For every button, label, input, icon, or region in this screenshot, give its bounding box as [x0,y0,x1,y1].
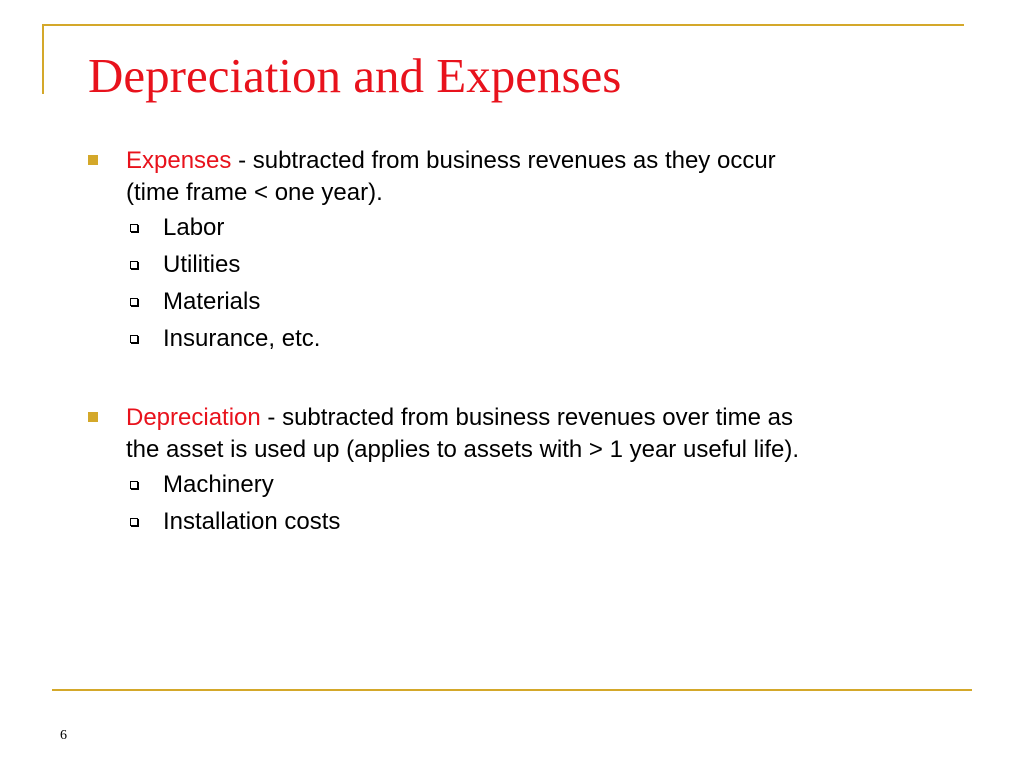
expenses-description-line2: (time frame < one year). [126,179,383,206]
hollow-square-bullet-icon [130,481,138,489]
list-item-machinery [86,466,946,503]
expenses-description-line1: - subtracted from business revenues as they occur [231,147,776,174]
frame-top-border [42,24,964,26]
hollow-square-bullet-icon [130,298,138,306]
list-item-label: Installation costs [163,508,341,535]
hollow-square-bullet-icon [130,261,138,269]
frame-left-border [42,24,44,94]
square-bullet-icon [88,155,98,165]
bullet-depreciation [86,402,946,540]
list-item-label: Utilities [163,251,241,278]
hollow-square-bullet-icon [130,335,138,343]
depreciation-description-line1: - subtracted from business revenues over time as [260,404,793,431]
main-point-expenses [86,145,946,209]
footer-divider [52,689,972,691]
hollow-square-bullet-icon [130,518,138,526]
list-item-labor [86,209,946,246]
square-bullet-icon [88,412,98,422]
list-item-installation-costs [86,503,946,540]
bullet-expenses [86,145,946,357]
slide-title: Depreciation and Expenses [88,48,622,103]
list-item-utilities [86,246,946,283]
list-item-label: Insurance, etc. [163,325,321,352]
list-item-insurance [86,320,946,357]
list-item-label: Materials [163,288,261,315]
list-item-label: Machinery [163,471,274,498]
list-item-materials [86,283,946,320]
hollow-square-bullet-icon [130,224,138,232]
list-item-label: Labor [163,214,225,241]
depreciation-sub-list [86,466,946,540]
page-number: 6 [60,728,67,743]
expenses-sub-list [86,209,946,357]
term-depreciation: Depreciation [126,404,261,431]
term-expenses: Expenses [126,147,232,174]
depreciation-description-line2: the asset is used up (applies to assets with > 1 year useful life). [126,436,800,463]
main-point-depreciation [86,402,946,466]
